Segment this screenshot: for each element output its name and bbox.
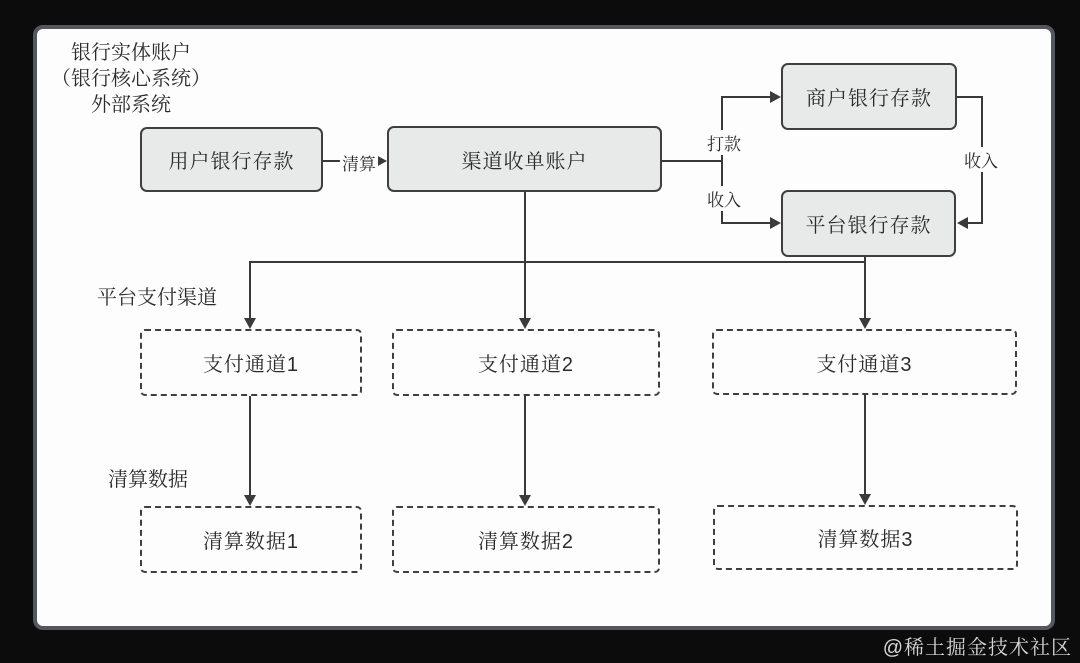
edge-pay1-to-clearing1-vertical (249, 396, 251, 495)
edge-branch-to-merchant-arrowhead-icon (770, 91, 781, 103)
node-clearing-data-1: 清算数据1 (140, 506, 362, 573)
node-pay-channel-2: 支付通道2 (392, 329, 660, 396)
edge-branch-to-platform-line (721, 222, 771, 224)
region-label-clearing-data: 清算数据 (108, 469, 188, 491)
edge-label-income-left: 收入 (705, 186, 743, 211)
edge-platform-to-pay3-vertical (864, 257, 866, 320)
edge-branch-to-platform-arrowhead-icon (770, 217, 781, 229)
edge-merchant-to-platform-bottom (968, 222, 983, 224)
edge-distribution-to-pay1-vertical (249, 261, 251, 320)
edge-clearing1-arrowhead-icon (244, 495, 256, 506)
region-label-platform-channel: 平台支付渠道 (97, 287, 217, 309)
node-clearing-data-2: 清算数据2 (392, 506, 660, 573)
edge-merchant-right-stub (957, 96, 983, 98)
node-pay-channel-3: 支付通道3 (712, 329, 1017, 395)
bank-entity-line2: （银行核心系统） (51, 68, 211, 90)
region-label-bank-entity (49, 40, 213, 118)
edge-pay2-arrowhead-icon (519, 318, 531, 329)
edge-distribution-horizontal (249, 261, 866, 263)
edge-merchant-to-platform-arrowhead-icon (957, 217, 968, 229)
edge-label-income-right: 收入 (962, 147, 1000, 172)
edge-pay3-to-clearing3-vertical (864, 395, 866, 494)
node-merchant-bank-deposit: 商户银行存款 (781, 63, 957, 130)
edge-pay1-arrowhead-icon (244, 318, 256, 329)
edge-label-payout: 打款 (705, 130, 743, 155)
bank-entity-line3: 外部系统 (91, 94, 171, 116)
node-channel-acquiring-account: 渠道收单账户 (387, 126, 662, 192)
edge-label-settle: 清算 (340, 150, 378, 175)
node-pay-channel-1: 支付通道1 (140, 329, 362, 396)
node-platform-bank-deposit: 平台银行存款 (781, 190, 956, 257)
node-clearing-data-3: 清算数据3 (713, 505, 1018, 570)
edge-clearing3-arrowhead-icon (859, 494, 871, 505)
edge-clearing2-arrowhead-icon (519, 495, 531, 506)
edge-channel-to-pay2-vertical (524, 192, 526, 320)
edge-pay3-arrowhead-icon (859, 318, 871, 329)
edge-channel-branch-stem (662, 160, 723, 162)
watermark-label: @稀土掘金技术社区 (882, 637, 1072, 659)
edge-branch-to-merchant-line (721, 96, 771, 98)
edge-pay2-to-clearing2-vertical (524, 396, 526, 495)
node-user-bank-deposit: 用户银行存款 (140, 127, 323, 192)
bank-entity-line1: 银行实体账户 (71, 42, 191, 64)
